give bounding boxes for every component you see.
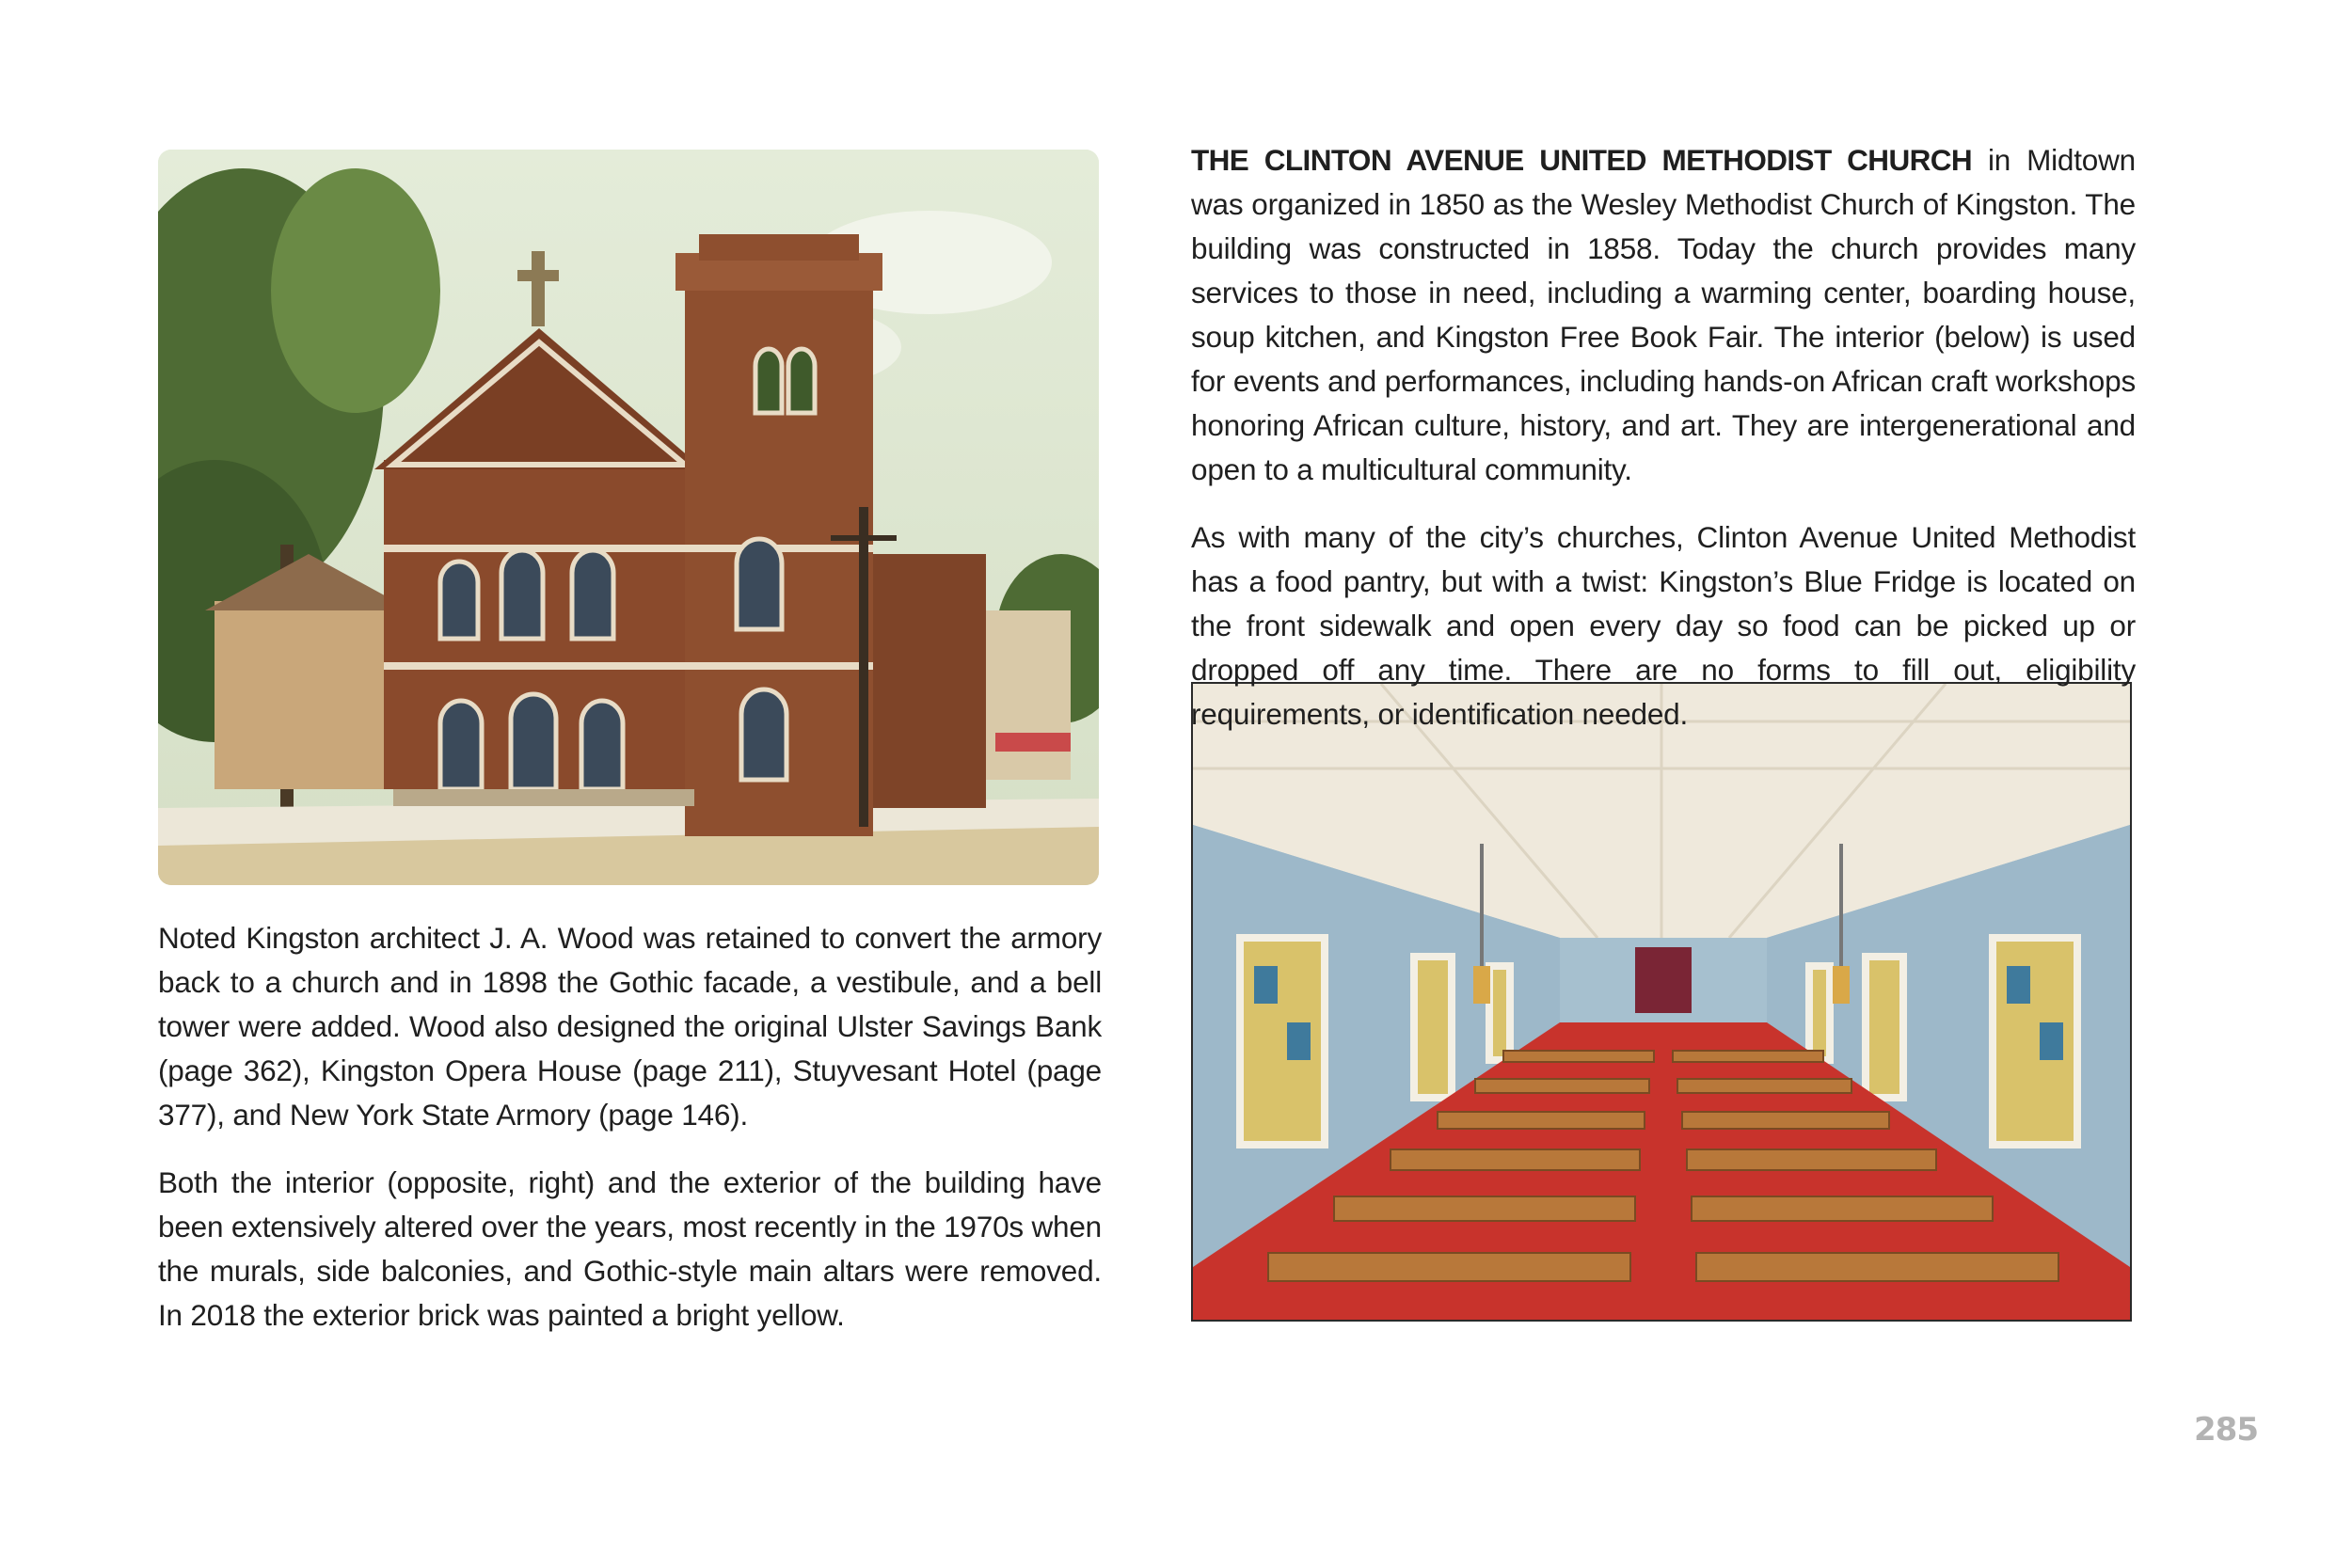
left-text-column — [158, 916, 1102, 1361]
paragraph-architect: Noted Kingston architect J. A. Wood was retained to convert the armory back to a church and in 1898 the Gothic facade, a vestibule, and a bell tower were added. Wood also designed the original Ulster Savings Bank (page 362), Kingston Opera House (page 211), Stuyvesant Hotel (page 377), and New York State Armory (page 146). — [158, 921, 1102, 1132]
paragraph-intro-text: in Midtown was organized in 1850 as the Wesley Methodist Church of Kingston. The building was constructed in 1858. Today the church provides many services to those in need, including a warming center, boarding house, soup kitchen, and Kingston Free Book Fair. The interior (below) is used for events and performances, including hands-on African craft workshops honoring African culture, history, and art. They are intergenerational and open to a multicultural community. — [1191, 143, 2136, 486]
church-name-heading: THE CLINTON AVENUE UNITED METHODIST CHURCH — [1191, 143, 1973, 177]
right-text-column — [1191, 138, 2136, 760]
paragraph-blue-fridge: As with many of the city’s churches, Clinton Avenue United Methodist has a food pantry, but with a twist: Kingston’s Blue Fridge is located on the front sidewalk and open every day so food can be picked up or dropped off any time. There are no forms to fill out, eligibility requirements, or identification needed. — [1191, 520, 2136, 731]
church-interior-photo — [1191, 682, 2132, 1322]
paragraph-alterations: Both the interior (opposite, right) and the exterior of the building have been extensively altered over the years, most recently in the 1970s when the murals, side balconies, and Gothic-style main altars were removed. In 2018 the exterior brick was painted a bright yellow. — [158, 1165, 1102, 1332]
page-number: 285 — [2194, 1411, 2258, 1449]
church-exterior-photo — [158, 150, 1099, 885]
paragraph-intro — [1191, 138, 2136, 492]
